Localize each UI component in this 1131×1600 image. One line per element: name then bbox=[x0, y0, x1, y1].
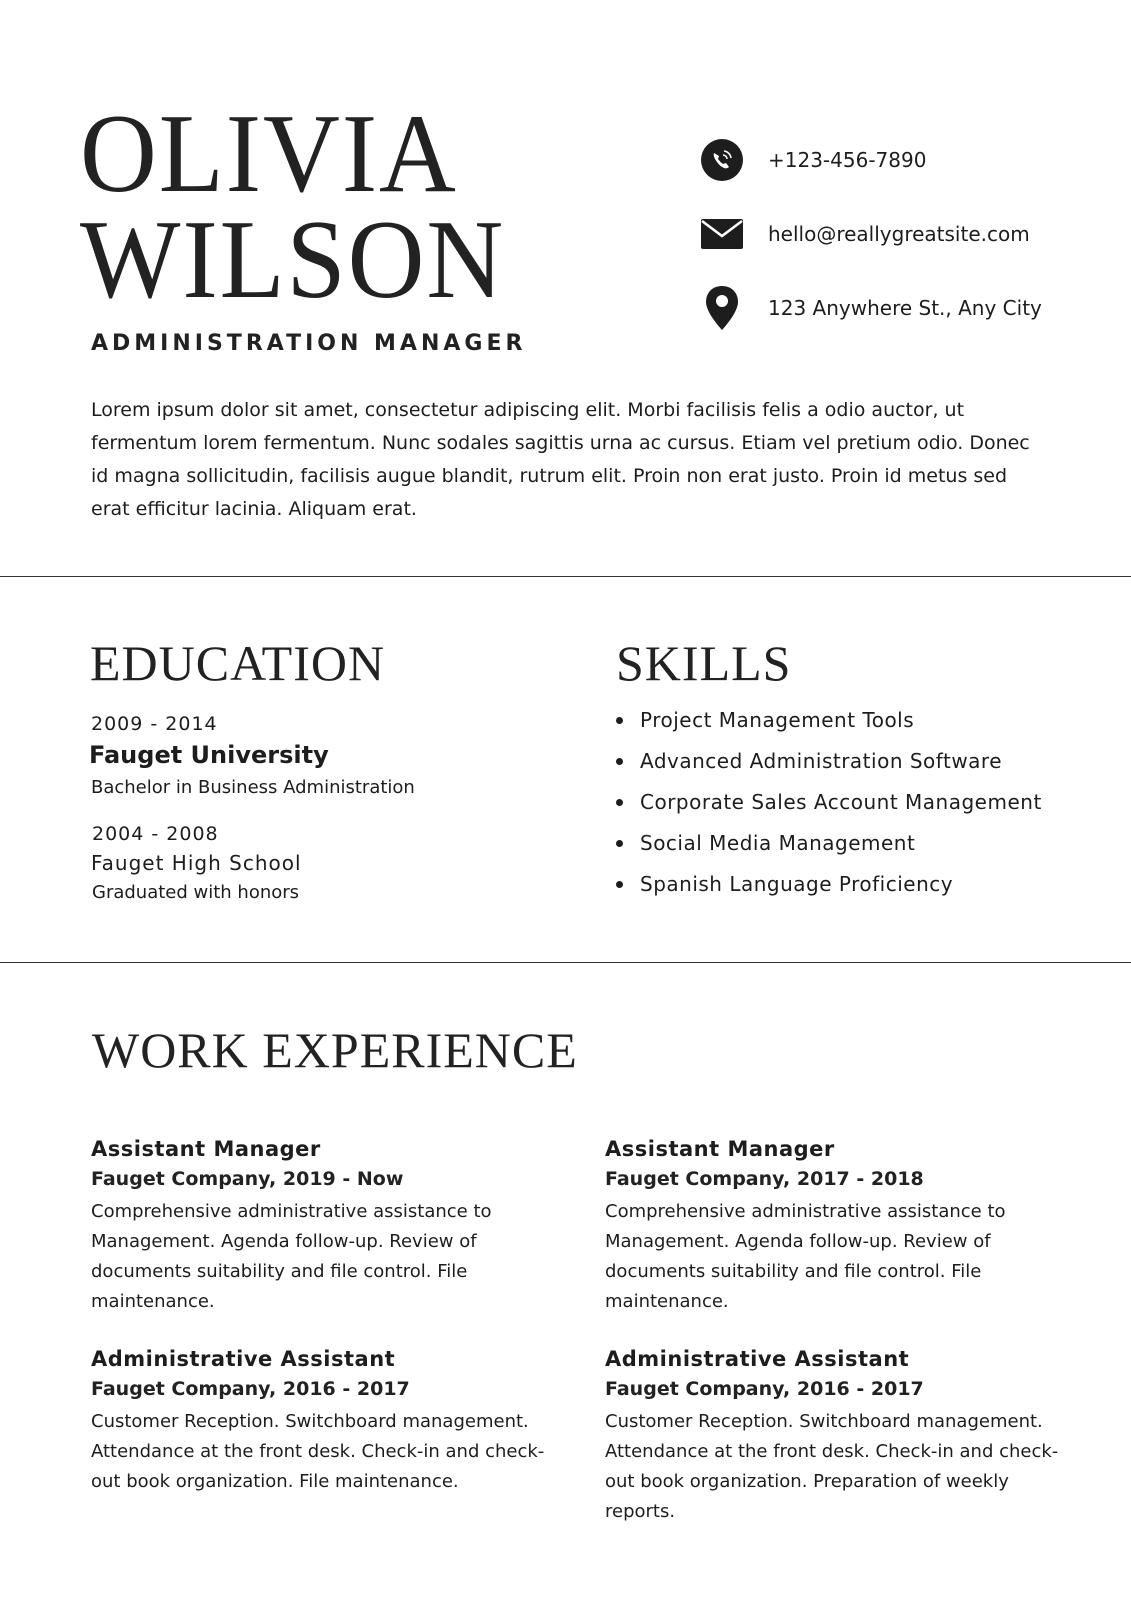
work-experience-heading: WORK EXPERIENCE bbox=[92, 1022, 578, 1078]
job-role: Administrative Assistant bbox=[605, 1347, 910, 1371]
divider bbox=[0, 576, 1131, 577]
job-title: ADMINISTRATION MANAGER bbox=[91, 331, 527, 356]
job-description: Comprehensive administrative assistance to Management. Agenda follow-up. Review of documents suitability and file control. File maintenance. bbox=[605, 1201, 1006, 1312]
job-entry bbox=[605, 1134, 1065, 1317]
job-role: Assistant Manager bbox=[605, 1137, 835, 1161]
job-description: Customer Reception. Switchboard management. Attendance at the front desk. Check-in and check-out book organization. Preparation of weekly reports. bbox=[605, 1411, 1059, 1522]
address-text: 123 Anywhere St., Any City bbox=[768, 296, 1042, 320]
contact-email bbox=[700, 212, 1120, 256]
skill-label: Spanish Language Proficiency bbox=[640, 872, 954, 896]
location-icon bbox=[700, 286, 744, 330]
first-name: OLIVIA bbox=[80, 92, 458, 216]
skill-label: Project Management Tools bbox=[640, 708, 915, 732]
email-icon bbox=[700, 212, 744, 256]
job-company: Fauget Company, 2016 - 2017 bbox=[605, 1378, 924, 1400]
job-description: Comprehensive administrative assistance to Management. Agenda follow-up. Review of documents suitability and file control. File maintenance. bbox=[91, 1201, 492, 1312]
skill-label: Social Media Management bbox=[640, 831, 916, 855]
skills-list bbox=[610, 708, 1042, 913]
skill-label: Advanced Administration Software bbox=[640, 749, 1003, 773]
last-name: WILSON bbox=[80, 198, 506, 322]
bullet-icon bbox=[616, 840, 623, 847]
education-years: 2009 - 2014 bbox=[91, 713, 218, 735]
education-school: Fauget High School bbox=[91, 851, 302, 875]
job-company: Fauget Company, 2017 - 2018 bbox=[605, 1168, 924, 1190]
job-entry bbox=[91, 1344, 551, 1497]
education-heading: EDUCATION bbox=[90, 635, 386, 691]
education-school: Fauget University bbox=[89, 741, 329, 769]
job-description: Customer Reception. Switchboard management. Attendance at the front desk. Check-in and check-out book organization. File maintenance. bbox=[91, 1411, 545, 1492]
divider bbox=[0, 962, 1131, 963]
skill-label: Corporate Sales Account Management bbox=[640, 790, 1042, 814]
job-role: Assistant Manager bbox=[91, 1137, 321, 1161]
contact-phone bbox=[700, 138, 1120, 182]
job-entry bbox=[605, 1344, 1065, 1527]
bullet-icon bbox=[616, 799, 623, 806]
job-role: Administrative Assistant bbox=[91, 1347, 396, 1371]
bullet-icon bbox=[616, 717, 623, 724]
skills-heading: SKILLS bbox=[616, 635, 792, 691]
education-degree: Graduated with honors bbox=[92, 882, 300, 903]
job-company: Fauget Company, 2019 - Now bbox=[91, 1168, 404, 1190]
phone-icon bbox=[700, 138, 744, 182]
contact-address bbox=[700, 286, 1120, 330]
skill-item bbox=[610, 872, 1042, 913]
skill-item bbox=[610, 749, 1042, 790]
bullet-icon bbox=[616, 881, 623, 888]
profile-summary: Lorem ipsum dolor sit amet, consectetur adipiscing elit. Morbi facilisis felis a odio auctor, ut fermentum lorem fermentum. Nunc sodales sagittis urna ac cursus. Etiam vel pretium odio. Donec id magna sollicitudin, facilisis augue blandit, rutrum elit. Proin non erat justo. Proin id metus sed erat efficitur lacinia. Aliquam erat. bbox=[91, 399, 1030, 520]
skill-item bbox=[610, 790, 1042, 831]
phone-text: +123-456-7890 bbox=[768, 148, 927, 172]
email-text: hello@reallygreatsite.com bbox=[768, 222, 1030, 246]
job-company: Fauget Company, 2016 - 2017 bbox=[91, 1378, 410, 1400]
job-entry bbox=[91, 1134, 551, 1317]
skill-item bbox=[610, 708, 1042, 749]
education-years: 2004 - 2008 bbox=[92, 823, 219, 845]
education-degree: Bachelor in Business Administration bbox=[91, 777, 415, 798]
bullet-icon bbox=[616, 758, 623, 765]
skill-item bbox=[610, 831, 1042, 872]
